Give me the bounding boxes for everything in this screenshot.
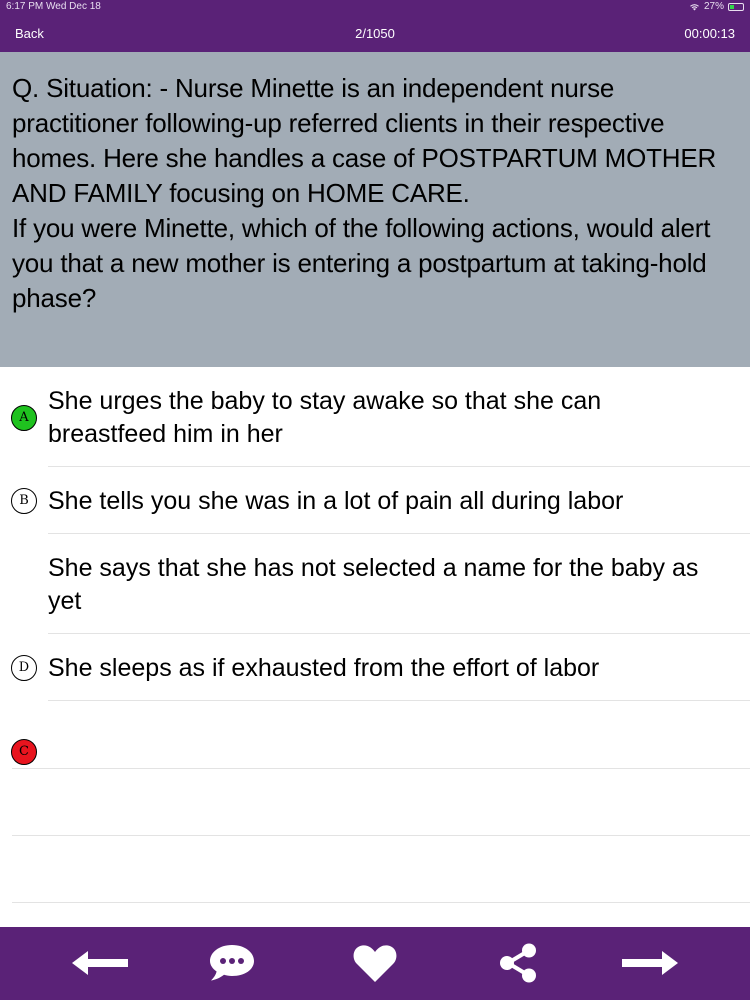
- option-a-text: She urges the baby to stay awake so that she can breastfeed him in her: [48, 387, 602, 448]
- back-button[interactable]: Back: [15, 26, 44, 41]
- battery-icon: [728, 3, 744, 11]
- status-right: [689, 1, 744, 12]
- share-button[interactable]: [488, 941, 548, 985]
- battery-percent: 27%: [703, 1, 724, 12]
- empty-row-divider: [12, 768, 750, 769]
- option-b-badge: B: [11, 488, 37, 514]
- nav-bar: [0, 14, 750, 52]
- option-b-text: She tells you she was in a lot of pain all during labor: [48, 487, 624, 515]
- question-text: Q. Situation: - Nurse Minette is an independent nurse practitioner following-up referred clients in their respective homes. Here she handles a case of POSTPARTUM MOTHER AND FAMILY focusing on HOME CARE. If you were Minette, which of the following actions, would alert you that a new mother is entering a postpartum at taking-hold phase?: [12, 73, 717, 313]
- arrow-left-icon: [70, 948, 130, 978]
- wifi-icon: [689, 3, 700, 11]
- share-icon: [498, 943, 538, 983]
- option-d-badge: D: [11, 655, 37, 681]
- empty-row-divider: [12, 902, 750, 903]
- option-c-text: She says that she has not selected a name for the baby as yet: [48, 554, 699, 615]
- status-time: 6:17 PM Wed Dec 18: [6, 1, 101, 12]
- next-button[interactable]: [620, 941, 680, 985]
- quiz-timer: 00:00:13: [684, 26, 735, 41]
- option-c-badge: C: [11, 739, 37, 765]
- option-b[interactable]: [0, 467, 750, 534]
- status-bar: [0, 0, 750, 14]
- favorite-button[interactable]: [345, 941, 405, 985]
- question-panel: [0, 52, 750, 367]
- comment-icon: [208, 943, 256, 983]
- bottom-toolbar: [0, 927, 750, 1000]
- answer-options: [0, 367, 750, 759]
- comment-button[interactable]: [202, 941, 262, 985]
- option-a-badge: A: [11, 405, 37, 431]
- empty-row-divider: [12, 835, 750, 836]
- option-d-text: She sleeps as if exhausted from the effort of labor: [48, 654, 600, 682]
- question-counter: 2/1050: [355, 26, 395, 41]
- previous-button[interactable]: [70, 941, 130, 985]
- option-a[interactable]: [0, 367, 750, 467]
- divider: [48, 700, 750, 701]
- heart-icon: [352, 943, 398, 983]
- option-d[interactable]: [0, 634, 750, 701]
- arrow-right-icon: [620, 948, 680, 978]
